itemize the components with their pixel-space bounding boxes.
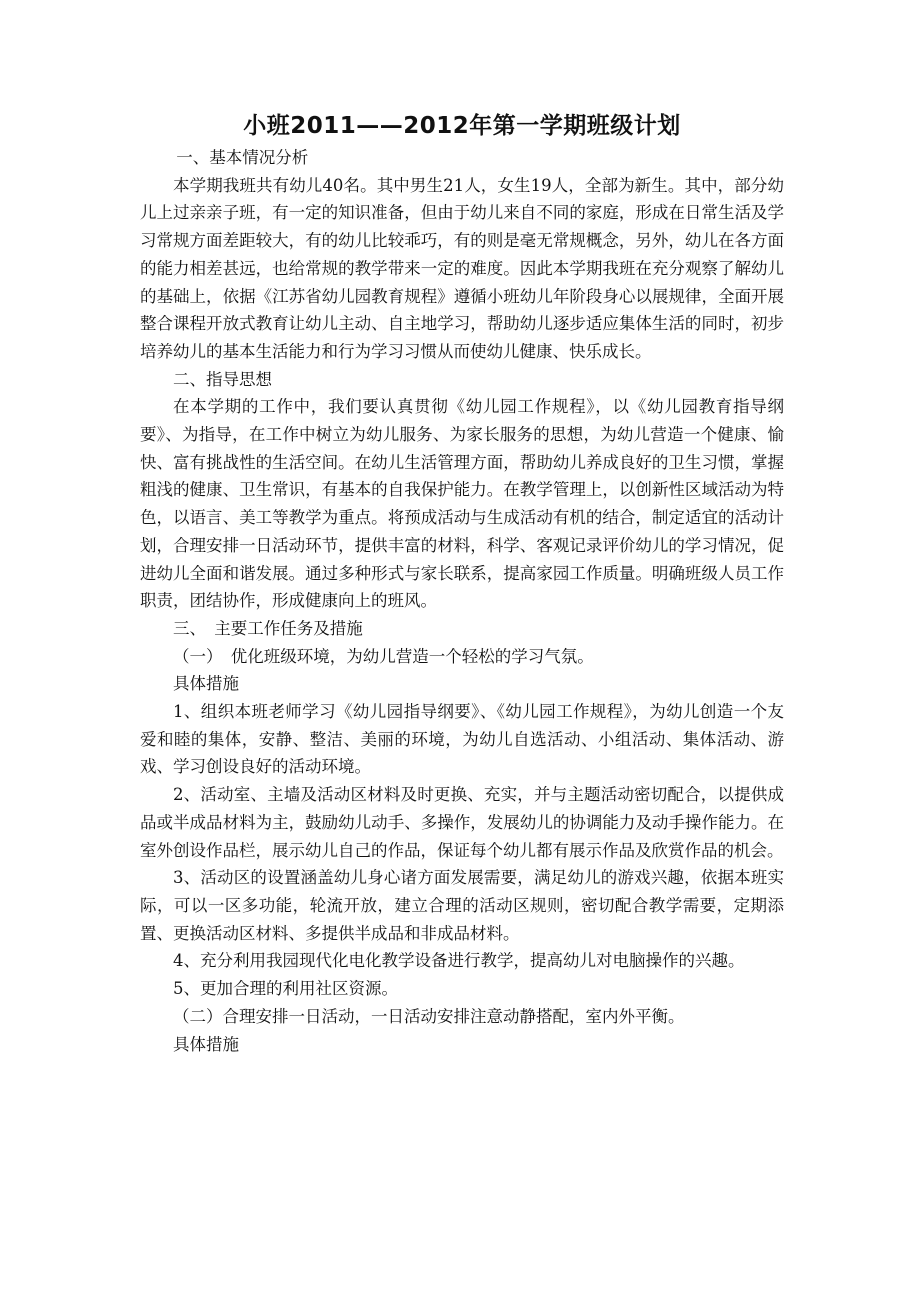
document-page — [140, 108, 784, 1058]
paragraph-basic-analysis: 本学期我班共有幼儿40名。其中男生21人，女生19人，全部为新生。其中，部分幼儿上过亲亲子班，有一定的知识准备，但由于幼儿来自不同的家庭，形成在日常生活及学习常规方面差距较大，有的幼儿比较乖巧，有的则是毫无常规概念，另外，幼儿在各方面的能力相差甚远，也给常规的教学带来一定的难度。因此本学期我班在充分观察了解幼儿的基础上，依据《江苏省幼儿园教育规程》遵循小班幼儿年阶段身心以展规律，全面开展整合课程开放式教育让幼儿主动、自主地学习，帮助幼儿逐步适应集体生活的同时，初步培养幼儿的基本生活能力和行为学习习惯从而使幼儿健康、快乐成长。 — [140, 175, 784, 361]
paragraph-guiding-ideas: 在本学期的工作中，我们要认真贯彻《幼儿园工作规程》，以《幼儿园教育指导纲要》、为指导，在工作中树立为幼儿服务、为家长服务的思想，为幼儿营造一个健康、愉快、富有挑战性的生活空间。在幼儿生活管理方面，帮助幼儿养成良好的卫生习惯，掌握粗浅的健康、卫生常识，有基本的自我保护能力。在教学管理上，以创新性区域活动为特色，以语言、美工等教学为重点。将预成活动与生成活动有机的结合，制定适宜的活动计划，合理安排一日活动环节，提供丰富的材料，科学、客观记录评价幼儿的学习情况，促进幼儿全面和谐发展。通过多种形式与家长联系，提高家园工作质量。明确班级人员工作职责，团结协作，形成健康向上的班风。 — [140, 397, 784, 611]
document-title: 小班2011——2012年第一学期班级计划 — [243, 113, 681, 139]
measure-item-3: 3、活动区的设置涵盖幼儿身心诸方面发展需要，满足幼儿的游戏兴趣，依据本班实际，可以一区多功能，轮流开放，建立合理的活动区规则，密切配合教学需要，定期添置、更换活动区材料、多提供半成品和非成品材料。 — [140, 868, 784, 943]
section-heading-main-tasks: 三、 主要工作任务及措施 — [173, 618, 363, 638]
section-heading-basic-analysis: 一、基本情况分析 — [176, 148, 309, 167]
section-heading-guiding-ideas: 二、指导思想 — [173, 369, 272, 389]
subsection-heading-daily-schedule: （二）合理安排一日活动，一日活动安排注意动静搭配，室内外平衡。 — [173, 1006, 685, 1026]
measure-item-4: 4、充分利用我园现代化电化教学设备进行教学，提高幼儿对电脑操作的兴趣。 — [173, 951, 745, 971]
measure-item-2: 2、活动室、主墙及活动区材料及时更换、充实，并与主题活动密切配合，以提供成品或半成品材料为主，鼓励幼儿动手、多操作，发展幼儿的协调能力及动手操作能力。在室外创设作品栏，展示幼儿自己的作品，保证每个幼儿都有展示作品及欣赏作品的机会。 — [140, 785, 784, 860]
measures-label-1: 具体措施 — [173, 674, 239, 694]
measures-label-2: 具体措施 — [173, 1034, 239, 1054]
measure-item-1: 1、组织本班老师学习《幼儿园指导纲要》、《幼儿园工作规程》，为幼儿创造一个友爱和睦的集体，安静、整洁、美丽的环境，为幼儿自选活动、小组活动、集体活动、游戏、学习创设良好的活动环境。 — [140, 702, 784, 777]
subsection-heading-environment: （一） 优化班级环境，为幼儿营造一个轻松的学习气氛。 — [173, 646, 594, 666]
measure-item-5: 5、更加合理的利用社区资源。 — [173, 979, 398, 999]
